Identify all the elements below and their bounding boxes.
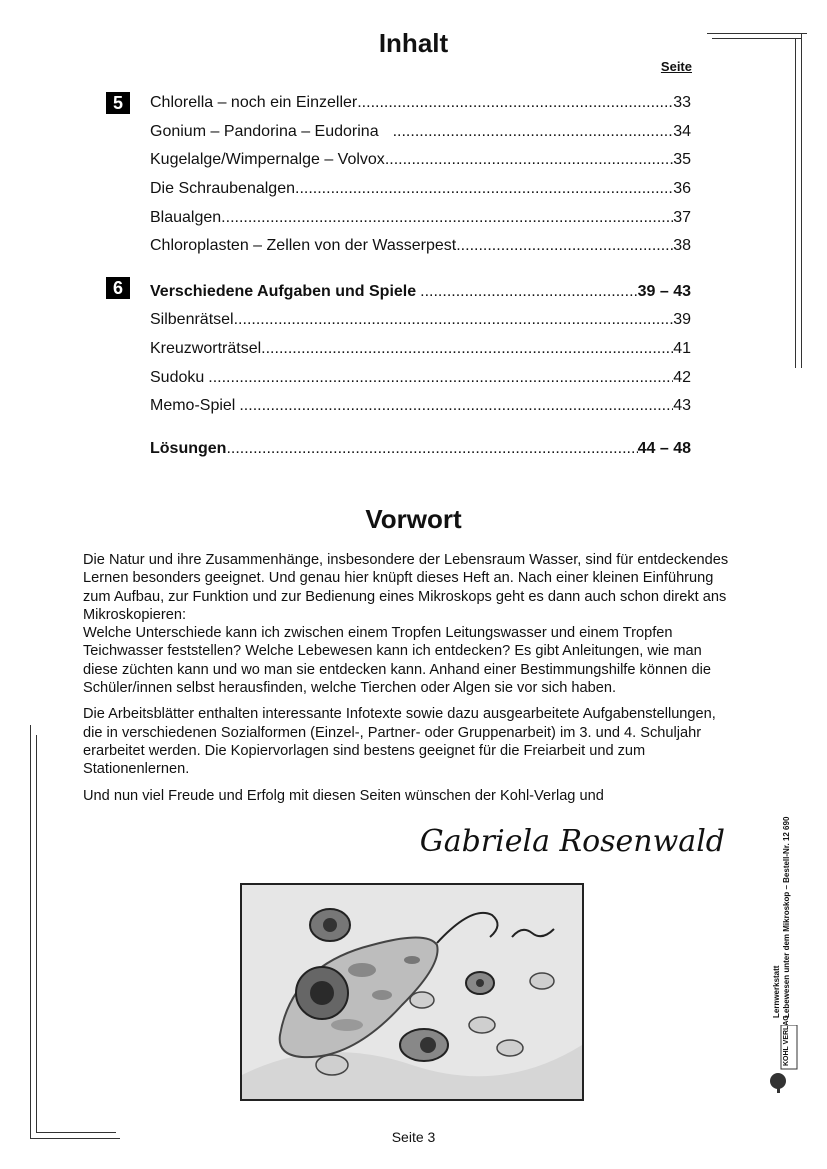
toc-entry-page: 38 [673, 237, 691, 254]
toc-entry-page: 36 [673, 180, 691, 197]
toc-solutions[interactable] [150, 440, 691, 460]
toc-entry-page: 43 [673, 397, 691, 414]
toc-entry[interactable] [150, 311, 691, 331]
page-number: Seite 3 [391, 1129, 436, 1145]
toc-entry-title: Sudoku [150, 369, 205, 386]
publisher-name: KOHL VERLAG [783, 1015, 790, 1066]
toc-entry-title: Memo-Spiel [150, 397, 236, 414]
side-imprint-line-1: Lernwerkstatt [772, 965, 781, 1018]
microorganisms-drawing [242, 885, 582, 1099]
toc-entry[interactable] [150, 123, 691, 143]
preface-body [83, 551, 733, 813]
toc-entry-page: 44 – 48 [637, 440, 691, 457]
toc-entry-page: 42 [673, 369, 691, 386]
toc-entry[interactable] [150, 180, 691, 200]
toc-entry[interactable] [150, 237, 691, 257]
section-number-6: 6 [106, 277, 130, 299]
frame-right-vertical-2 [801, 33, 802, 368]
frame-left-vertical-1 [30, 725, 31, 1138]
frame-right-vertical-1 [795, 38, 796, 368]
author-signature: Gabriela Rosenwald [419, 824, 725, 859]
toc-entry-title: Lösungen [150, 440, 227, 457]
toc-entry-title: Kreuzworträtsel [150, 340, 262, 357]
side-imprint-line-2: Lebewesen unter dem Mikroskop – Bestell-Nr. 12 690 [781, 816, 791, 1018]
toc-entry-page: 35 [673, 151, 691, 168]
toc-entry-title: Silbenrätsel [150, 311, 234, 328]
toc-section-heading[interactable] [150, 283, 691, 303]
toc-entry-page: 39 [673, 311, 691, 328]
toc-entry[interactable] [150, 340, 691, 360]
toc-entry-title: Kugelalge/Wimpernalge – Volvox [150, 151, 385, 168]
toc-entry-page: 41 [673, 340, 691, 357]
preface-paragraph: Und nun viel Freude und Erfolg mit diesen Seiten wünschen der Kohl-Verlag und [83, 787, 604, 804]
toc-entry[interactable] [150, 397, 691, 417]
toc-entry-title: Gonium – Pandorina – Eudorina [150, 123, 379, 140]
toc-entry-page: 34 [673, 123, 691, 140]
section-number-5: 5 [106, 92, 130, 114]
contents-title: Inhalt [378, 28, 449, 58]
side-imprint [772, 788, 791, 1018]
toc-entry-title: Verschiedene Aufgaben und Spiele [150, 283, 417, 300]
toc-entry-page: 39 – 43 [637, 283, 691, 300]
toc-entry-page: 37 [673, 209, 691, 226]
preface-paragraph: Die Arbeitsblätter enthalten interessante Infotexte sowie dazu ausgearbeitete Aufgabenstellungen, die in verschiedenen Sozialformen (Einzel-, Partner- oder Gruppenarbeit) im 3. und 4. Schuljahr erarbeitet werden. Die Kopiervorlagen sind bestens geeignet für die Freiarbeit und zum Stationenlernen. [83, 706, 716, 778]
preface-paragraph: Die Natur und ihre Zusammenhänge, insbesondere der Lebensraum Wasser, sind für entdeckendes Lernen besonders geeignet. Und genau hier knüpft dieses Heft an. Nach einer kleinen Einführung zum Aufbau, zur Funktion und zur Bedienung eines Mikroskops geht es dann auch schon direkt ans Mikroskopieren: Welche Unterschiede kann ich zwischen einem Tropfen Leitungswasser und einem Tropfen Teichwasser feststellen? Welche Lebewesen kann ich entdecken? Es gibt Anleitungen, wie man diese züchten kann und wo man sie entdecken kann. Anhand einer Bestimmungshilfe können die Schüler/innen selbst herausfinden, welche Tierchen oder Algen sie vor sich haben. [83, 552, 729, 697]
toc-entry-title: Blaualgen [150, 209, 222, 226]
preface-title: Vorwort [365, 504, 462, 534]
toc-entry[interactable] [150, 369, 691, 389]
toc-entry[interactable] [150, 209, 691, 229]
frame-left-vertical-2 [36, 735, 37, 1132]
toc-entry-title: Chlorella – noch ein Einzeller [150, 94, 358, 111]
toc-entry-page: 33 [673, 94, 691, 111]
toc-entry-title: Die Schraubenalgen [150, 180, 295, 197]
toc-entry[interactable] [150, 151, 691, 171]
toc-entry[interactable] [150, 94, 691, 114]
page-column-label: Seite [660, 59, 692, 74]
toc-entry-title: Chloroplasten – Zellen von der Wasserpest [150, 237, 457, 254]
microorganisms-illustration [240, 883, 584, 1101]
